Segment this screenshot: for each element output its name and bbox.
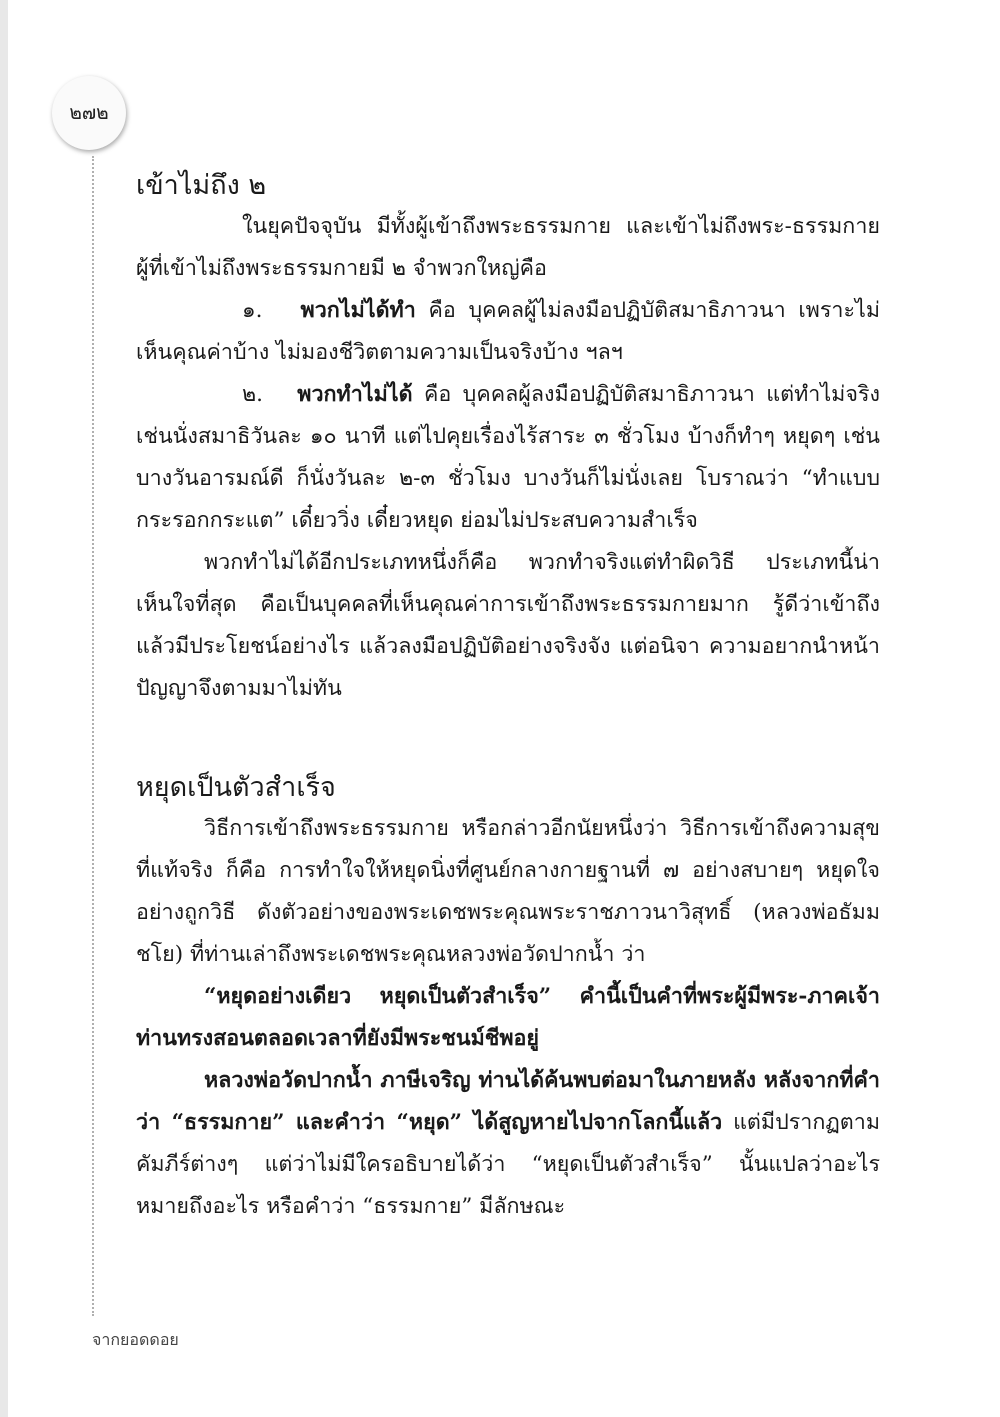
item1-number: ๑.: [242, 298, 263, 323]
item1-text: คือ บุคคลผู้ไม่ลงมือปฏิบัติสมาธิภาวนา เพราะไม่เห็นคุณค่าบ้าง ไม่มองชีวิตตามความเป็นจริงบ้าง ฯลฯ: [136, 298, 880, 365]
page-content: [136, 166, 880, 1228]
section2-quote: “หยุดอย่างเดียว หยุดเป็นตัวสำเร็จ” คำนี้เป็นคำที่พระผู้มีพระ-ภาคเจ้า ท่านทรงสอนตลอดเวลาที่ยังมีพระชนม์ชีพอยู่: [136, 984, 880, 1051]
section2-paragraph-1: วิธีการเข้าถึงพระธรรมกาย หรือกล่าวอีกนัยหนึ่งว่า วิธีการเข้าถึงความสุขที่แท้จริง ก็คือ การทำใจให้หยุดนิ่งที่ศูนย์กลางกายฐานที่ ๗ อย่างสบายๆ หยุดใจอย่างถูกวิธี ดังตัวอย่างของพระเดชพระคุณพระราชภาวนาวิสุทธิ์ (หลวงพ่อธัมมชโย) ที่ท่านเล่าถึงพระเดชพระคุณหลวงพ่อวัดปากน้ำ ว่า: [136, 816, 880, 967]
section1-list-item-2: [136, 374, 880, 542]
page-number-badge: [52, 76, 126, 150]
section-heading-2: หยุดเป็นตัวสำเร็จ: [136, 772, 336, 803]
section1-list-item-1: [136, 290, 880, 374]
section1-paragraph-2: พวกทำไม่ได้อีกประเภทหนึ่งก็คือ พวกทำจริงแต่ทำผิดวิธี ประเภทนี้น่าเห็นใจที่สุด คือเป็นบุคคลที่เห็นคุณค่าการเข้าถึงพระธรรมกายมาก รู้ดีว่าเข้าถึงแล้วมีประโยชน์อย่างไร แล้วลงมือปฏิบัติอย่างจริงจัง แต่อนิจา ความอยากนำหน้า ปัญญาจึงตามมาไม่ทัน: [136, 550, 880, 701]
footer-book-title: จากยอดดอย: [92, 1330, 179, 1349]
section1-paragraph-1: ในยุคปัจจุบัน มีทั้งผู้เข้าถึงพระธรรมกาย และเข้าไม่ถึงพระ-ธรรมกาย ผู้ที่เข้าไม่ถึงพระธรรมกายมี ๒ จำพวกใหญ่คือ: [136, 214, 880, 281]
item1-bold-term: พวกไม่ได้ทำ: [300, 298, 416, 323]
dotted-margin-line: [92, 156, 94, 1316]
item2-text: คือ บุคคลผู้ลงมือปฏิบัติสมาธิภาวนา แต่ทำไม่จริง เช่นนั่งสมาธิวันละ ๑๐ นาที แต่ไปคุยเรื่องไร้สาระ ๓ ชั่วโมง บ้างก็ทำๆ หยุดๆ เช่น บางวันอารมณ์ดี ก็นั่งวันละ ๒-๓ ชั่วโมง บางวันก็ไม่นั่งเลย โบราณว่า “ทำแบบกระรอกกระแต” เดี๋ยววิ่ง เดี๋ยวหยุด ย่อมไม่ประสบความสำเร็จ: [136, 382, 880, 533]
page-edge: [0, 0, 8, 1417]
para3-text: แต่มีปรากฏตามคัมภีร์ต่างๆ แต่ว่าไม่มีใครอธิบายได้ว่า “หยุดเป็นตัวสำเร็จ” นั้นแปลว่าอะไร หมายถึงอะไร หรือคำว่า “ธรรมกาย” มีลักษณะ: [136, 1110, 880, 1219]
page-number: ๒๗๒: [69, 102, 109, 124]
section-heading-1: เข้าไม่ถึง ๒: [136, 170, 267, 201]
item2-number: ๒.: [242, 382, 264, 407]
section2-paragraph-3: [136, 1060, 880, 1228]
para3-bold: หลวงพ่อวัดปากน้ำ ภาษีเจริญ ท่านได้ค้นพบต่อมาในภายหลัง หลังจากที่คำว่า “ธรรมกาย” และคำว่า “หยุด” ได้สูญหายไปจากโลกนี้แล้ว: [136, 1068, 880, 1135]
item2-bold-term: พวกทำไม่ได้: [297, 382, 413, 407]
